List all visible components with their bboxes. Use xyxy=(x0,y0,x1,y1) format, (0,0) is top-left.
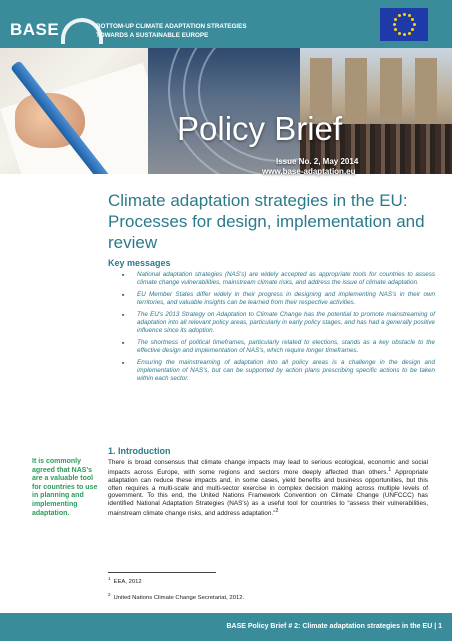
key-message-item: ■ The EU's 2013 Strategy on Adaptation to Climate Change has the potential to promote mainstreaming of adaptation into all relevant policy areas, particularly in early policy stages, and has had a generally positive influence since its adoption. xyxy=(122,311,435,334)
flag-star-icon xyxy=(411,28,414,31)
flag-star-icon xyxy=(403,33,406,36)
introduction-heading: 1. Introduction xyxy=(108,446,171,456)
footnote-ref-1[interactable]: 1 xyxy=(388,466,392,473)
footnote-number: 1 xyxy=(108,576,111,581)
footnote-item xyxy=(108,576,428,585)
flag-star-icon xyxy=(393,23,396,26)
footnotes xyxy=(108,576,428,608)
eu-flag-icon xyxy=(380,8,428,41)
flag-star-icon xyxy=(408,32,411,35)
logo-text: BASE xyxy=(10,20,60,39)
header-bar xyxy=(0,0,452,48)
issue-number: Issue No. 2, May 2014 xyxy=(276,157,359,166)
key-messages-heading: Key messages xyxy=(108,258,171,268)
flag-star-icon xyxy=(408,14,411,17)
footnote-ref-2[interactable]: 2 xyxy=(275,507,279,514)
key-message-item: ■ The shortness of political timeframes, particularly related to elections, stands as a key obstacle to the effective design and implementation of NAS's, which require longer timeframes. xyxy=(122,339,435,354)
footnote-number: 2 xyxy=(108,591,111,597)
body-text-part-2: Appropriate adaptation can reduce these impacts and, in some cases, yield benefits and business opportunities, but this often requires a multi-scale and multi-sector exercise in complex decision making across multiple levels of government. To this end, the United Nations Framework Convention on Climate Change (UNFCCC) has identified National Adaptation Strategies (NAS's) as a useful tool for countries to “assess their vulnerabilities, mainstream climate change risks, and address adaptation.” xyxy=(108,468,429,518)
footnote-item xyxy=(108,592,428,601)
footer-text: BASE Policy Brief # 2: Climate adaptation strategies in the EU | 1 xyxy=(226,623,442,630)
flag-star-icon xyxy=(413,23,416,26)
flag-star-icon xyxy=(398,14,401,17)
key-message-item: ■ EU Member States differ widely in their progress in designing and implementing NAS's in their own territories, and valuable insights can be learned from their respective activities. xyxy=(122,291,435,306)
document-title: Climate adaptation strategies in the EU: Processes for design, implementation and review xyxy=(108,191,425,252)
flag-star-icon xyxy=(394,28,397,31)
writing-hand-photo xyxy=(0,48,148,174)
key-message-item: ■ Ensuring the mainstreaming of adaptation into all policy areas is a challenge in the design and implementation of NAS's, but can be supported by action plans prescribing specific actions to be taken within each sector. xyxy=(122,359,435,382)
footnote-text: EEA, 2012 xyxy=(113,578,142,585)
tagline-line-2: TOWARDS A SUSTAINABLE EUROPE xyxy=(96,32,209,39)
website-link[interactable]: www.base-adaptation.eu xyxy=(262,167,356,176)
footnote-divider xyxy=(108,572,216,573)
footer-bar xyxy=(0,613,452,641)
flag-star-icon xyxy=(394,18,397,21)
flag-star-icon xyxy=(411,18,414,21)
pull-quote: It is commonly agreed that NAS's are a valuable tool for countries to use in planning and implementing adaptation. xyxy=(32,458,98,517)
introduction-body xyxy=(108,459,428,518)
flag-star-icon xyxy=(403,13,406,16)
key-messages-list xyxy=(122,271,435,387)
policy-brief-title: Policy Brief xyxy=(177,110,343,147)
flag-star-icon xyxy=(398,32,401,35)
tagline-line-1: BOTTOM-UP CLIMATE ADAPTATION STRATEGIES xyxy=(96,23,247,30)
tagline xyxy=(96,22,247,40)
key-message-item: ■ National adaptation strategies (NAS's) are widely accepted as appropriate tools for countries to assess climate change vulnerabilities, mainstream climate risks, and address the issue of climate adaptation. xyxy=(122,271,435,286)
body-text-part-1: There is broad consensus that climate change impacts may lead to serious ecological, economic and social impacts across Europe, with some regions and sectors more deeply affected than others. xyxy=(108,459,428,476)
footnote-text: United Nations Climate Change Secretariat, 2012. xyxy=(113,594,245,601)
